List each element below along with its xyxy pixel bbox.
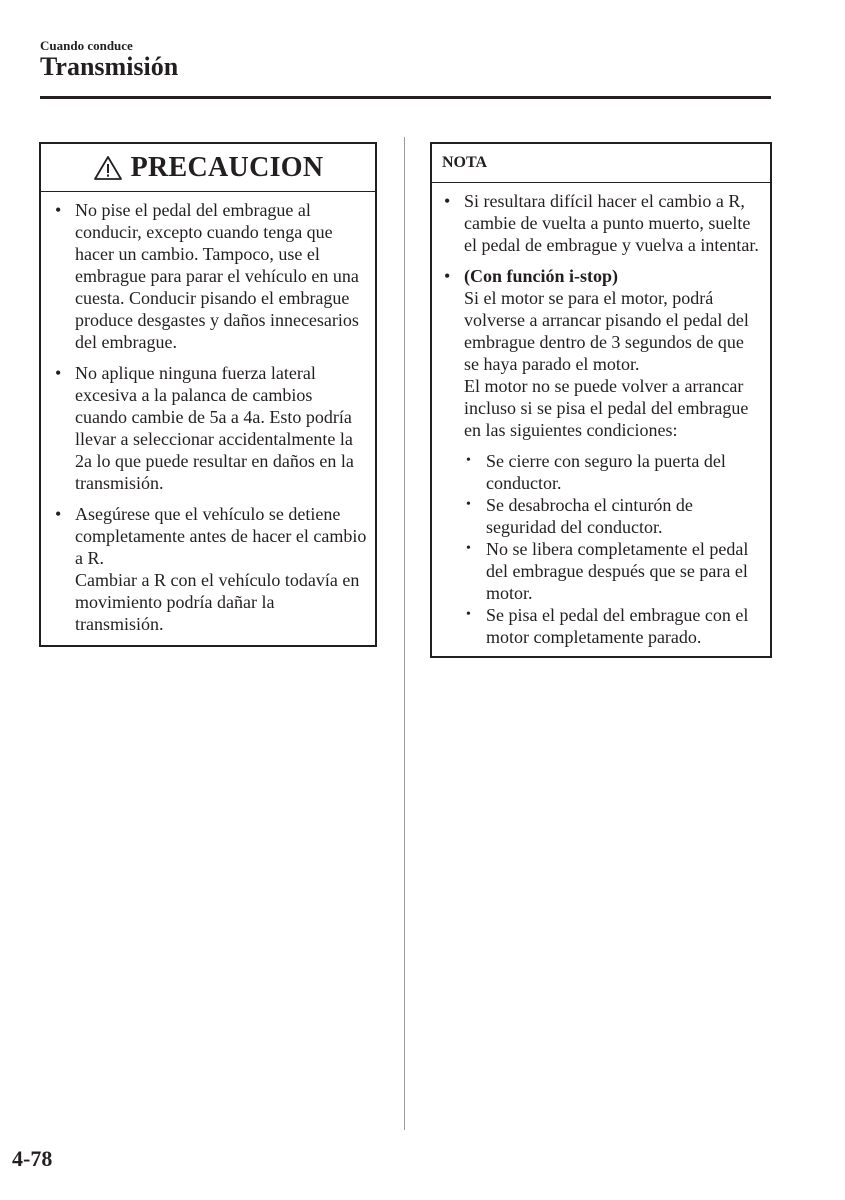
note-list (444, 190, 762, 648)
note-item: • Si resultara difícil hacer el cambio a R, cambie de vuelta a punto muerto, suelte el pedal de embrague y vuelva a intentar. (444, 190, 762, 256)
caution-item: • No aplique ninguna fuerza lateral excesiva a la palanca de cambios cuando cambie de 5a a 4a. Esto podría llevar a seleccionar accidentalmente la 2a lo que puede resultar en daños en la transmisión. (55, 362, 367, 494)
note-item-heading: • (Con función i-stop) (464, 266, 619, 286)
caution-item-text: • Asegúrese que el vehículo se detiene completamente antes de hacer el cambio a R. (75, 504, 367, 568)
warning-triangle-icon (93, 155, 123, 181)
page-number: 4-78 (12, 1146, 53, 1171)
caution-item-text: Cambiar a R con el vehículo todavía en movimiento podría dañar la transmisión. (75, 570, 360, 634)
condition-item: • Se desabrocha el cinturón de seguridad del conductor. (464, 494, 762, 538)
note-item-text: Si el motor se para el motor, podrá volverse a arrancar pisando el pedal del embrague dentro de 3 segundos de que se haya parado el motor. (464, 288, 749, 374)
caution-item (55, 503, 367, 635)
page-title: Transmisión (40, 52, 179, 81)
condition-item: • Se pisa el pedal del embrague con el motor completamente parado. (464, 604, 762, 648)
condition-item: • No se libera completamente el pedal del embrague después que se para el motor. (464, 538, 762, 604)
note-item-text: El motor no se puede volver a arrancar incluso si se pisa el pedal del embrague en las siguientes condiciones: (464, 376, 749, 440)
caution-item: • No pise el pedal del embrague al conducir, excepto cuando tenga que hacer un cambio. Tampoco, use el embrague para parar el vehículo en una cuesta. Conducir pisando el embrague produce desgastes y daños innecesarios del embrague. (55, 199, 367, 353)
note-item (444, 265, 762, 648)
caution-list (55, 199, 367, 635)
condition-item: • Se cierre con seguro la puerta del conductor. (464, 450, 762, 494)
caution-header (41, 144, 375, 192)
note-header (432, 144, 770, 183)
note-title: NOTA (442, 154, 488, 171)
note-body (432, 183, 770, 656)
caution-title: PRECAUCION (130, 151, 324, 183)
header-rule (40, 96, 771, 99)
note-box (430, 142, 772, 658)
condition-list (464, 450, 762, 648)
column-divider (404, 137, 405, 1130)
caution-body (41, 192, 375, 645)
section-label: Cuando conduce (40, 38, 133, 53)
caution-box (39, 142, 377, 647)
